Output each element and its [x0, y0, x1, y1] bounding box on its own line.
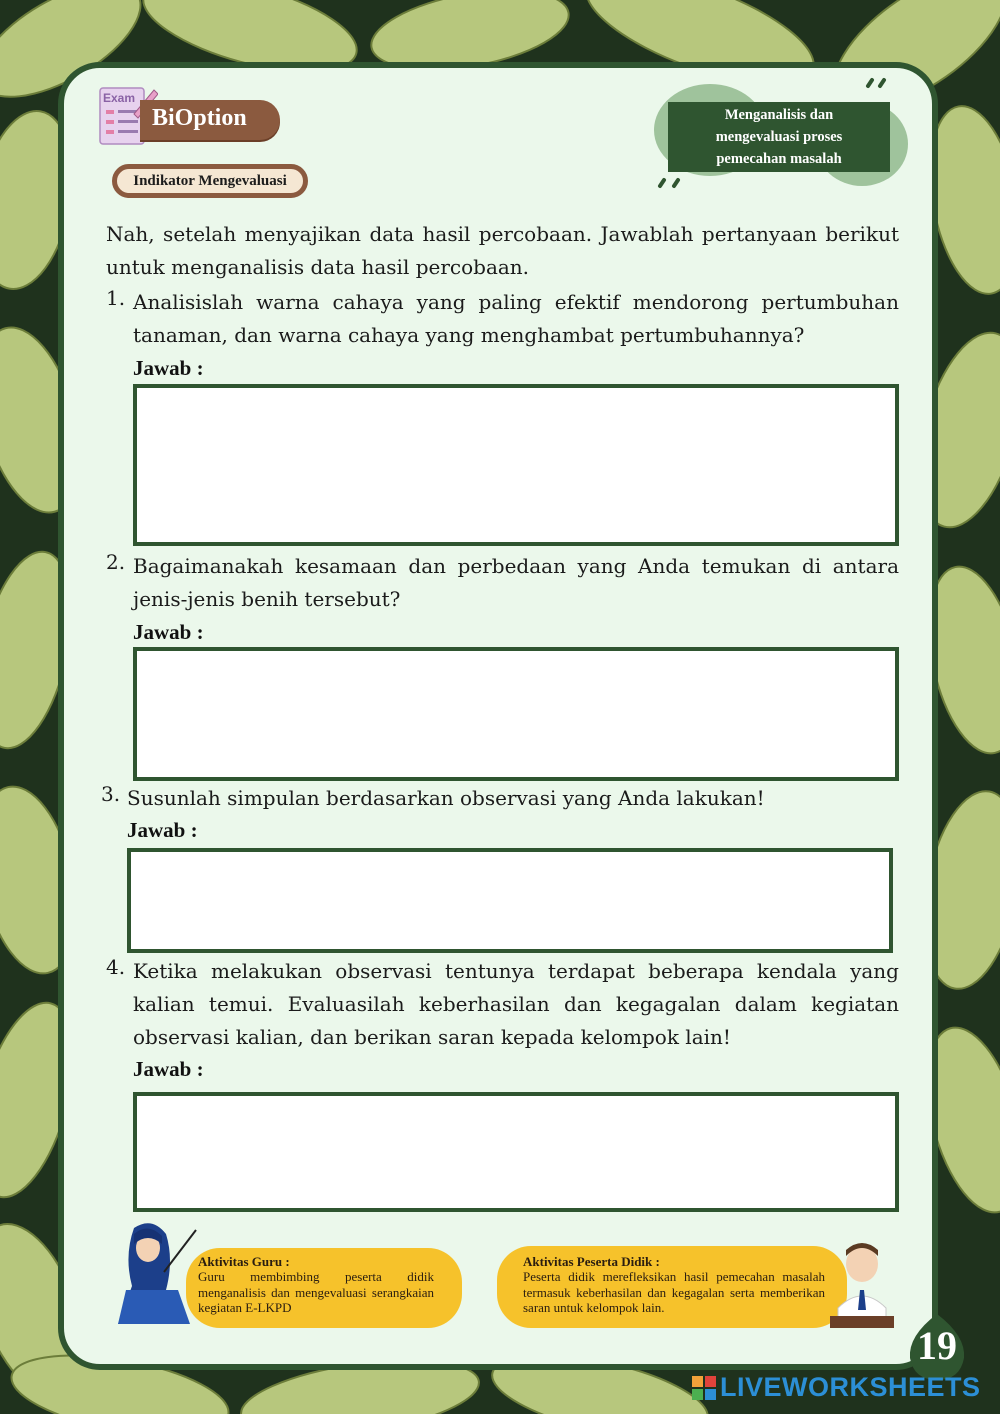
- question-2-number: 2.: [106, 550, 126, 574]
- badge-line-1: Menganalisis dan: [724, 107, 834, 123]
- question-2-answer-label: Jawab :: [133, 620, 204, 644]
- intro-text: Nah, setelah menyajikan data hasil percobaan. Jawablah pertanyaan berikut untuk menganalisis data hasil percobaan.: [106, 222, 899, 279]
- student-activity-box: [497, 1246, 847, 1328]
- question-2-answer-box[interactable]: [133, 647, 899, 781]
- logo-text: BiOption: [152, 105, 247, 131]
- teacher-activity-box: [186, 1248, 462, 1328]
- liveworksheets-watermark: [692, 1372, 992, 1406]
- liveworksheets-icon: [692, 1376, 716, 1400]
- question-3-text: Susunlah simpulan berdasarkan observasi yang Anda lakukan!: [127, 786, 765, 810]
- teacher-activity-text: Guru membimbing peserta didik menganalisis dan mengevaluasi serangkaian kegiatan E-LKPD: [198, 1269, 434, 1315]
- teacher-activity-title: Aktivitas Guru :: [198, 1254, 290, 1269]
- question-4-text: Ketika melakukan observasi tentunya terdapat beberapa kendala yang kalian temui. Evaluasilah keberhasilan dan kegagalan dalam kegiatan observasi kalian, dan berikan saran kepada kelompok lain!: [133, 959, 899, 1049]
- student-activity-title: Aktivitas Peserta Didik :: [523, 1254, 660, 1269]
- question-1-number: 1.: [106, 286, 126, 310]
- badge-line-3: pemecahan masalah: [716, 151, 842, 167]
- question-4-answer-label: Jawab :: [133, 1057, 204, 1081]
- question-3-number: 3.: [101, 782, 121, 806]
- logo-pill: [140, 100, 280, 140]
- question-1-answer-box[interactable]: [133, 384, 899, 546]
- page-number: 19: [917, 1323, 957, 1368]
- question-4-number: 4.: [106, 955, 126, 979]
- bioption-logo: [98, 84, 288, 154]
- student-activity-text: Peserta didik merefleksikan hasil pemecahan masalah termasuk keberhasilan dan kegagalan serta memberikan saran untuk kelompok lain.: [523, 1269, 825, 1315]
- student-illustration: [826, 1238, 898, 1330]
- question-1-answer-label: Jawab :: [133, 356, 204, 380]
- question-2-text: Bagaimanakah kesamaan dan perbedaan yang Anda temukan di antara jenis-jenis benih tersebut?: [133, 554, 899, 611]
- question-1-text: Analisislah warna cahaya yang paling efektif mendorong pertumbuhan tanaman, dan warna cahaya yang menghambat pertumbuhannya?: [133, 290, 899, 347]
- badge-line-2: mengevaluasi proses: [715, 129, 843, 145]
- question-3-answer-label: Jawab :: [127, 818, 198, 842]
- indicator-badge: Indikator Mengevaluasi: [112, 164, 308, 198]
- question-3-answer-box[interactable]: [127, 848, 893, 953]
- exam-icon-text: Exam: [103, 91, 136, 105]
- question-4-answer-box[interactable]: [133, 1092, 899, 1212]
- learning-objective-badge: [668, 102, 890, 172]
- teacher-illustration: [104, 1220, 200, 1328]
- watermark-text: LIVEWORKSHEETS: [720, 1372, 981, 1402]
